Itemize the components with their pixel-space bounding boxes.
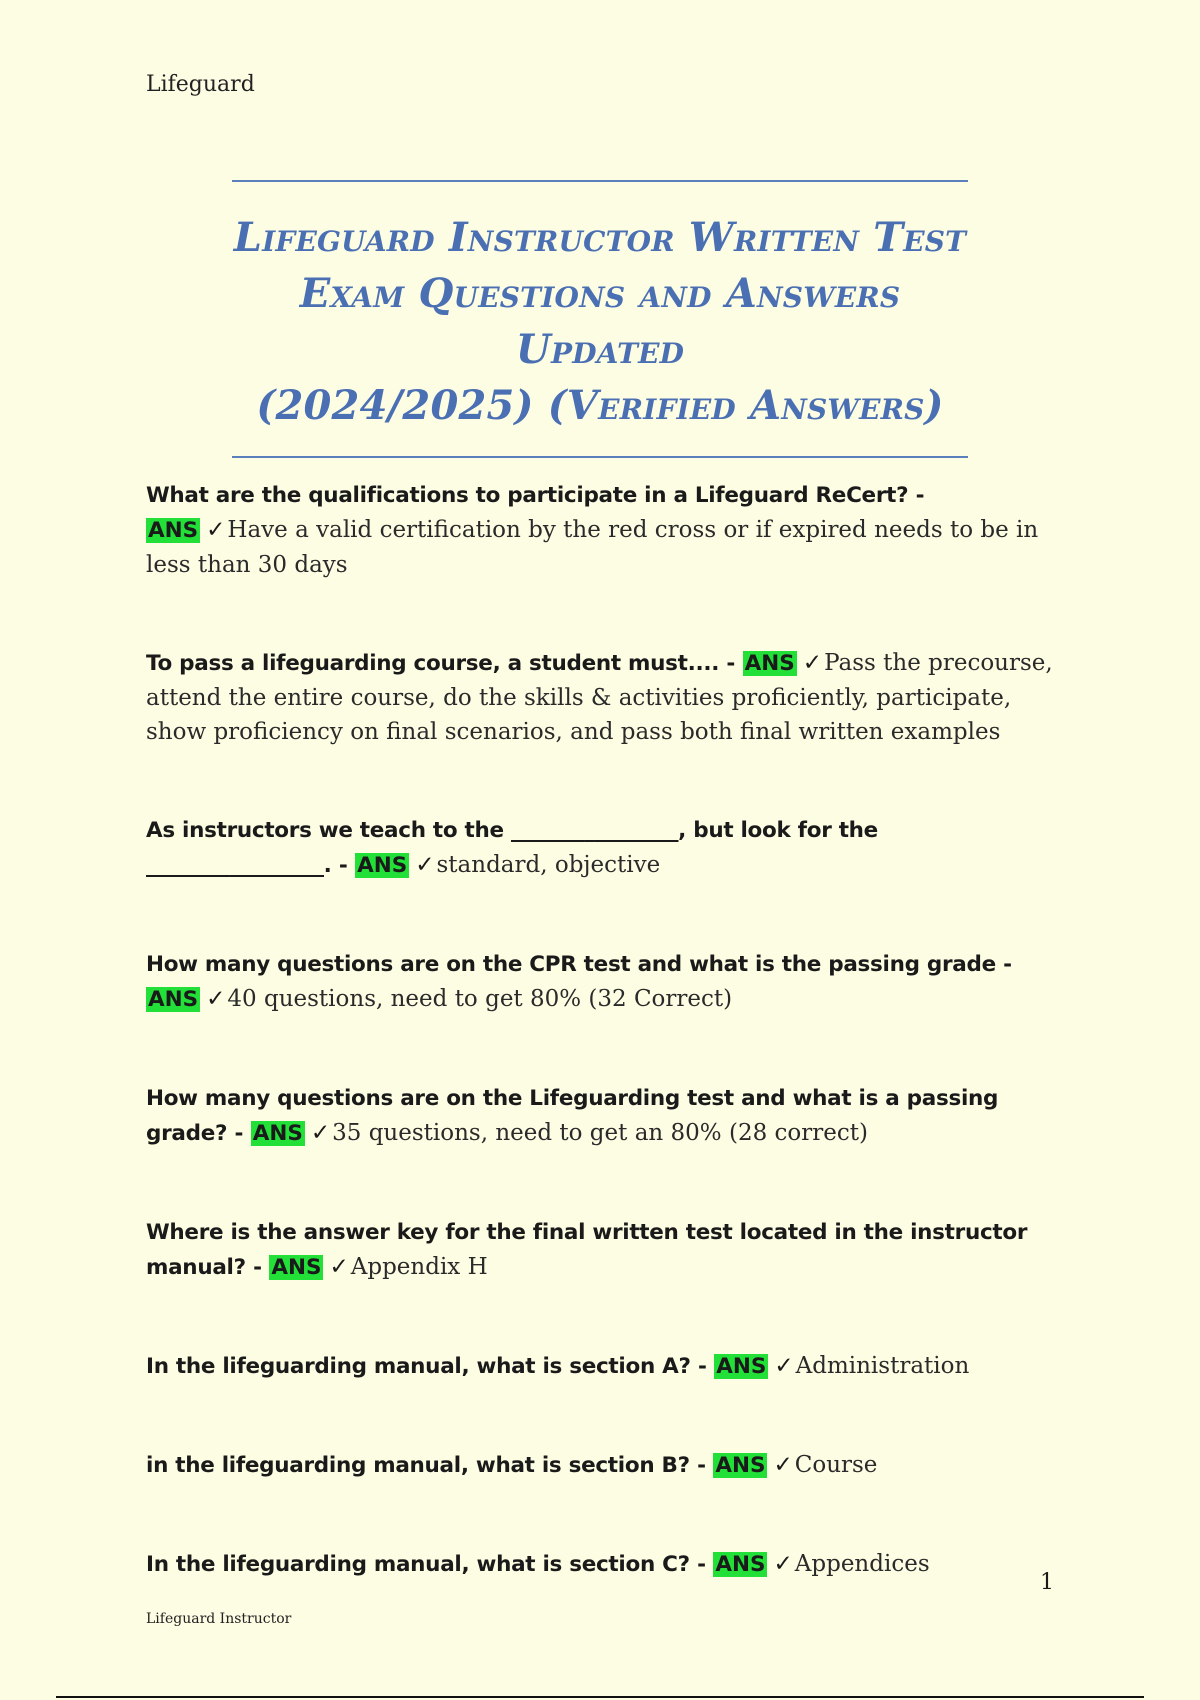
question-text: How many questions are on the CPR test and what is the passing grade (146, 952, 996, 977)
check-icon: ✓ (773, 1551, 793, 1577)
answer-text: 40 questions, need to get 80% (32 Correct) (227, 986, 733, 1012)
question-text: In the lifeguarding manual, what is section A? (146, 1354, 691, 1379)
answer-text: 35 questions, need to get an 80% (28 correct) (332, 1120, 868, 1146)
qa-item (146, 1081, 1056, 1151)
answer-tag: ANS (716, 1354, 767, 1379)
title-line-2: Exam Questions and Answers Updated (299, 270, 901, 373)
question-text: As instructors we teach to the ________________, but look for the _________________. (146, 818, 878, 878)
check-icon: ✓ (329, 1254, 349, 1280)
check-icon: ✓ (774, 1353, 794, 1379)
qa-item (146, 1547, 1056, 1582)
question-text: In the lifeguarding manual, what is section C? (146, 1552, 690, 1577)
check-icon: ✓ (802, 650, 823, 676)
title-bottom-rule (232, 456, 968, 458)
separator: - (1003, 952, 1013, 977)
title-top-rule (232, 180, 968, 182)
answer-text: Appendices (794, 1551, 930, 1577)
question-text: How many questions are on the Lifeguarding test and what is a passing grade? (146, 1086, 999, 1146)
question-text: What are the qualifications to participate in a Lifeguard ReCert? (146, 483, 909, 508)
answer-tag: ANS (271, 1255, 322, 1280)
answer-text: Course (794, 1452, 878, 1478)
title-block (232, 180, 968, 458)
answer-text: Pass the precourse, attend the entire course, do the skills & activities proficiently, participate, show proficiency on final scenarios, and pass both final written examples (146, 650, 1053, 745)
check-icon: ✓ (415, 852, 435, 878)
title-line-1: Lifeguard Instructor Written Test (233, 214, 967, 261)
qa-item (146, 646, 1056, 749)
qa-item (146, 947, 1056, 1017)
qa-item (146, 1215, 1056, 1285)
check-icon: ✓ (773, 1452, 793, 1478)
page-header: Lifeguard (146, 72, 255, 97)
qa-item (146, 478, 1056, 582)
separator: - (726, 651, 736, 676)
separator: - (697, 1354, 707, 1379)
separator: - (338, 853, 348, 878)
answer-text: standard, objective (436, 852, 661, 878)
answer-text: Have a valid certification by the red cross or if expired needs to be in less than 30 days (146, 517, 1039, 578)
answer-tag: ANS (715, 1453, 766, 1478)
page-footer: Lifeguard Instructor (146, 1611, 292, 1627)
answer-tag: ANS (148, 518, 199, 543)
answer-tag: ANS (357, 853, 408, 878)
check-icon: ✓ (310, 1120, 331, 1146)
title-line-3: (2024/2025) (Verified Answers) (256, 382, 944, 429)
separator: - (697, 1552, 707, 1577)
separator: - (253, 1255, 263, 1280)
answer-text: Appendix H (350, 1254, 488, 1280)
separator: - (697, 1453, 707, 1478)
qa-item (146, 1349, 1056, 1384)
check-icon: ✓ (206, 986, 226, 1012)
qa-list (146, 478, 1056, 1646)
answer-tag: ANS (744, 651, 795, 676)
answer-text: Administration (795, 1353, 970, 1379)
question-text: To pass a lifeguarding course, a student must.... (146, 651, 720, 676)
qa-item (146, 813, 1056, 883)
qa-item (146, 1448, 1056, 1483)
document-title (232, 210, 968, 434)
question-text: in the lifeguarding manual, what is section B? (146, 1453, 690, 1478)
answer-tag: ANS (715, 1552, 766, 1577)
separator: - (234, 1121, 244, 1146)
bottom-divider (56, 1696, 1144, 1698)
question-text: Where is the answer key for the final written test located in the instructor manual? (146, 1220, 1028, 1280)
answer-tag: ANS (252, 1121, 303, 1146)
separator: - (915, 483, 925, 508)
check-icon: ✓ (206, 517, 226, 543)
page-number: 1 (1040, 1570, 1054, 1595)
answer-tag: ANS (148, 987, 199, 1012)
